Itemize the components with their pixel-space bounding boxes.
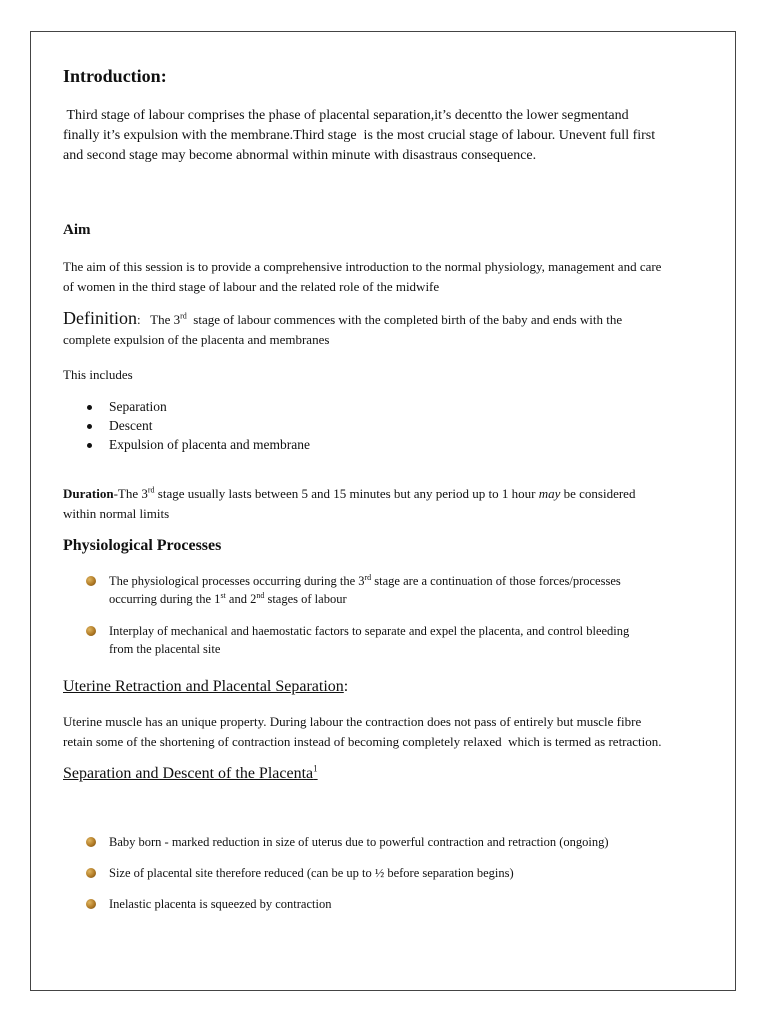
definition-term: Definition [63,308,137,328]
ordinal-suffix: rd [180,311,187,321]
definition-paragraph [63,308,622,350]
definition-line: complete expulsion of the placenta and membranes [63,332,330,347]
definition-text: The 3 [140,312,181,327]
includes-label: This includes [63,367,133,382]
bullet-dot-icon [87,443,92,448]
bullet-dot-icon [87,424,92,429]
introduction-line: finally it’s expulsion with the membrane.Third stage is the most crucial stage of labour. Unevent full first [63,128,656,143]
list-item: Baby born - marked reduction in size of uterus due to powerful contraction and retraction (ongoing) [63,833,609,851]
bullet-ball-icon [86,899,96,909]
bullet-ball-icon [86,837,96,847]
list-item: Interplay of mechanical and haemostatic factors to separate and expel the placenta, and control bleeding from the placental site [63,622,629,658]
footnote-ref: 1 [313,763,318,774]
retraction-heading-row [63,678,348,696]
list-item: Separation [63,397,310,416]
physiological-list [63,572,629,658]
list-item: Inelastic placenta is squeezed by contraction [63,895,609,913]
retraction-paragraph [63,712,662,752]
list-item: Descent [63,416,310,435]
bullet-dot-icon [87,405,92,410]
bullet-ball-icon [86,576,96,586]
bullet-ball-icon [86,626,96,636]
separation-heading-row [63,765,318,783]
introduction-line: and second stage may become abnormal within minute with disastraus consequence. [63,148,537,163]
aim-line: The aim of this session is to provide a comprehensive introduction to the normal physiology, management and care [63,259,662,274]
list-item: Expulsion of placenta and membrane [63,435,310,454]
ordinal-suffix: rd [147,485,155,495]
introduction-heading: Introduction: [63,66,167,86]
duration-line: within normal limits [63,506,170,521]
separation-heading: Separation and Descent of the Placenta$^1$ [63,763,318,782]
aim-heading: Aim [63,222,91,238]
definition-text: stage of labour commences with the completed birth of the baby and ends with the [186,312,623,327]
retraction-line: Uterine muscle has an unique property. During labour the contraction does not pass of entirely but muscle fibre [63,714,642,729]
introduction-line: Third stage of labour comprises the phase of placental separation,it’s decentto the lower segmentand [63,108,629,123]
aim-line: of women in the third stage of labour and the related role of the midwife [63,279,440,294]
separation-list [63,833,609,913]
definition-colon: : [137,312,141,327]
aim-paragraph [63,257,661,297]
emphasis: may [538,486,561,501]
retraction-line: retain some of the shortening of contraction instead of becoming completely relaxed which is termed as retraction. [63,734,662,749]
list-item: The physiological processes occurring during the 3rd stage are a continuation of those forces/processes occurring during the 1st and 2nd stages of labour [63,572,629,608]
introduction-paragraph [63,106,655,166]
includes-list [63,397,310,454]
physiological-heading: Physiological Processes [63,537,222,554]
duration-paragraph: Duration-The 3rd stage usually lasts between 5 and 15 minutes but any period up to 1 hour may be considered within normal limits [63,484,635,524]
retraction-heading: Uterine Retraction and Placental Separation [63,678,344,695]
retraction-colon: : [343,678,349,695]
bullet-ball-icon [86,868,96,878]
list-item: Size of placental site therefore reduced (can be up to ½ before separation begins) [63,864,609,882]
duration-label: Duration [63,486,114,501]
